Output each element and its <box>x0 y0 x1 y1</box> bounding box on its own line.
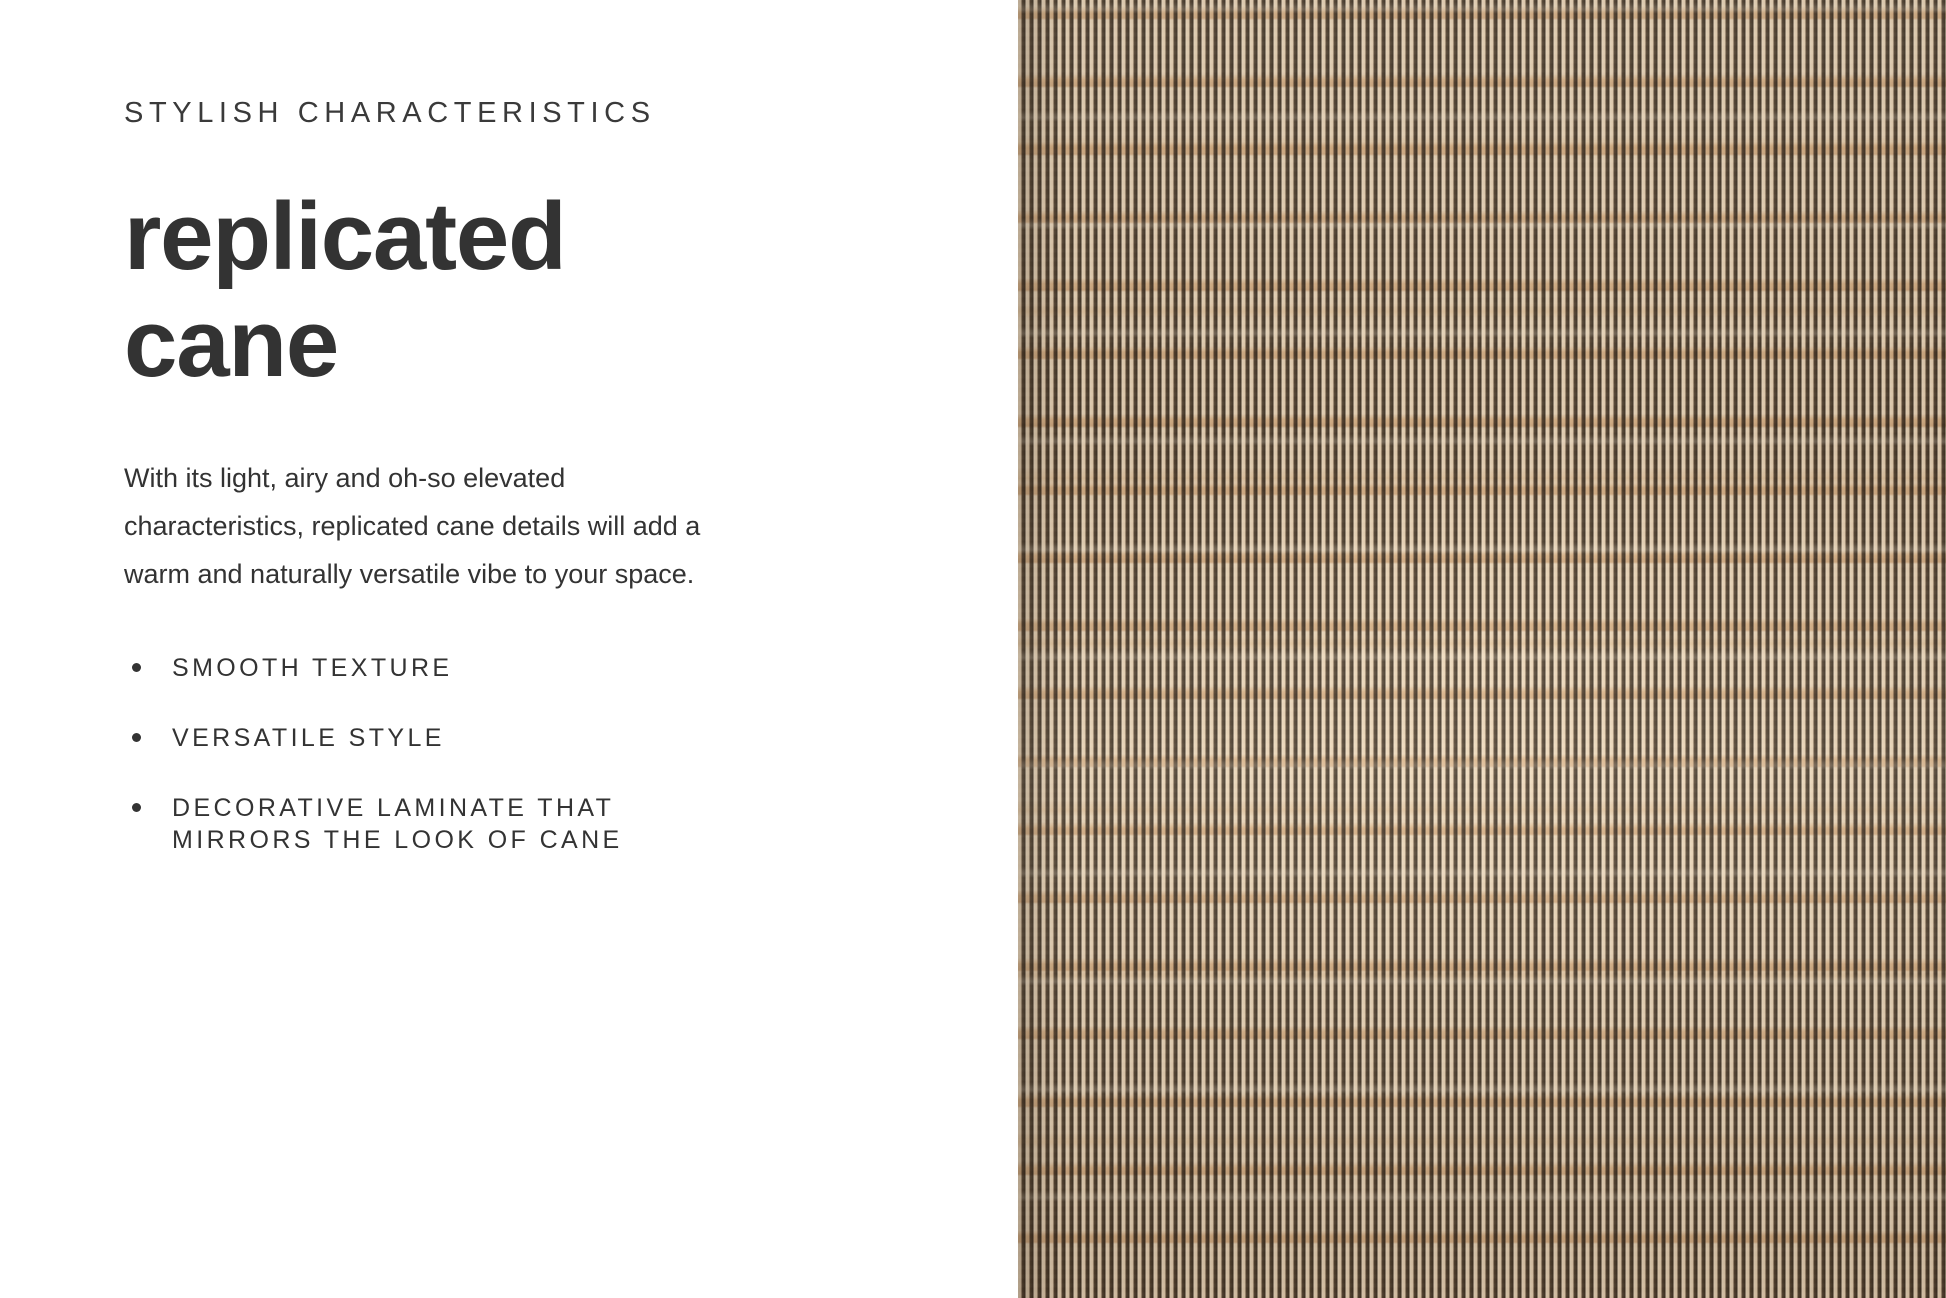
bullet-icon <box>132 663 141 672</box>
list-item <box>124 652 884 684</box>
cane-texture-image <box>1018 0 1946 1298</box>
bullet-icon <box>132 733 141 742</box>
list-item-label: SMOOTH TEXTURE <box>172 653 453 682</box>
page-title <box>124 183 764 398</box>
page-title-line-2: cane <box>124 290 339 398</box>
list-item-text <box>172 724 445 752</box>
text-content <box>124 96 884 856</box>
feature-list <box>124 652 884 856</box>
list-item <box>124 792 884 856</box>
page-title-line-1: replicated <box>124 182 566 290</box>
list-item-sublabel: MIRRORS THE LOOK OF CANE <box>172 825 623 854</box>
list-item-label: DECORATIVE LAMINATE THAT <box>172 793 615 822</box>
list-item-text <box>172 654 453 682</box>
body-paragraph: With its light, airy and oh-so elevated characteristics, replicated cane details will add a warm and naturally versatile vibe to your space. <box>124 462 701 589</box>
bullet-icon <box>132 803 141 812</box>
weave-vignette-layer <box>1018 0 1946 1298</box>
list-item-text <box>172 794 884 856</box>
eyebrow-label: STYLISH CHARACTERISTICS <box>124 97 656 129</box>
list-item <box>124 722 884 754</box>
list-item-label: VERSATILE STYLE <box>172 723 445 752</box>
